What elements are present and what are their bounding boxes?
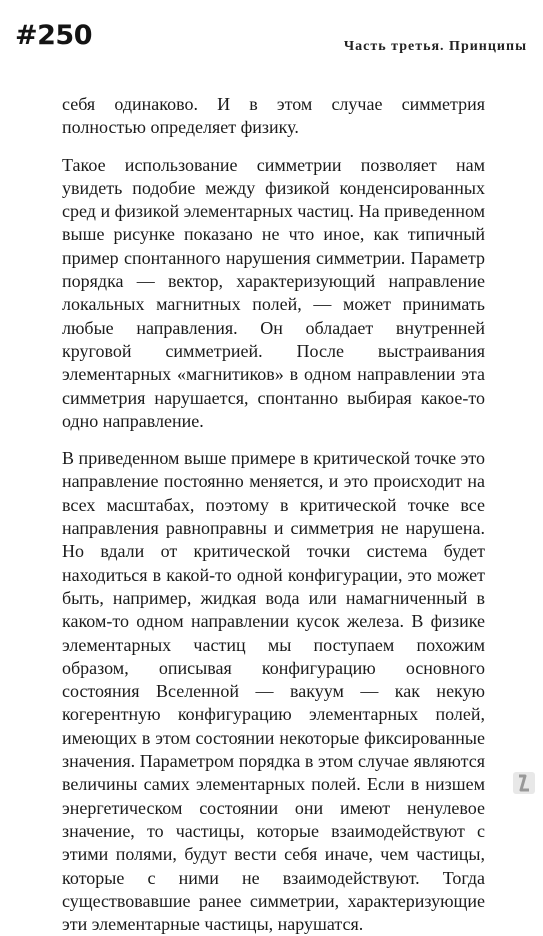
- paragraph-1: себя одинаково. И в этом случае симметрия полностью определяет физику.: [62, 94, 485, 138]
- paragraph-2: Такое использование симметрии позволяет нам увидеть подобие между физикой конденсированных сред и физикой элементарных частиц. На приведенном выше рисунке показано не что иное, как типичный пример спонтанного нарушения симметрии. Параметр порядка — вектор, характеризующий направление локальных магнитных полей, — может принимать любые направления. Он обладает внутренней круговой симметрией. После выстраивания элементарных «магнитиков» в одном направлении эта симметрия нарушается, спонтанно выбирая какое-то одно направление.: [62, 154, 485, 431]
- page-number: #250: [15, 20, 92, 51]
- page-body: [62, 93, 485, 936]
- publisher-logo-icon: [513, 772, 535, 794]
- paragraph-3: В приведенном выше примере в критической точке это направление постоянно меняется, и это происходит на всех масштабах, поэтому в критической точке все направления равноправны и симметрия не нарушена. Но вдали от критической точки система будет находиться в какой-то одной конфигурации, это может быть, например, жидкая вода или намагниченный в каком-то одном направлении кусок железа. В физике элементарных частиц мы поступаем похожим образом, описывая конфигурацию основного состояния Вселенной — вакуум — как некую когерентную конфигурацию элементарных полей, имеющих в этом состоянии некоторые фиксированные значения. Параметром порядка в этом случае являются величины самих элементарных полей. Если в низшем энергетическом состоянии они имеют ненулевое значение, то частицы, которые взаимодействуют с этими полями, будут вести себя иначе, чем частицы, которые с ними не взаимодействуют. Тогда существовавшие ранее симметрии, характеризующие эти элементарные частицы, нарушатся.: [62, 448, 485, 935]
- running-head: Часть третья. Принципы: [343, 39, 527, 54]
